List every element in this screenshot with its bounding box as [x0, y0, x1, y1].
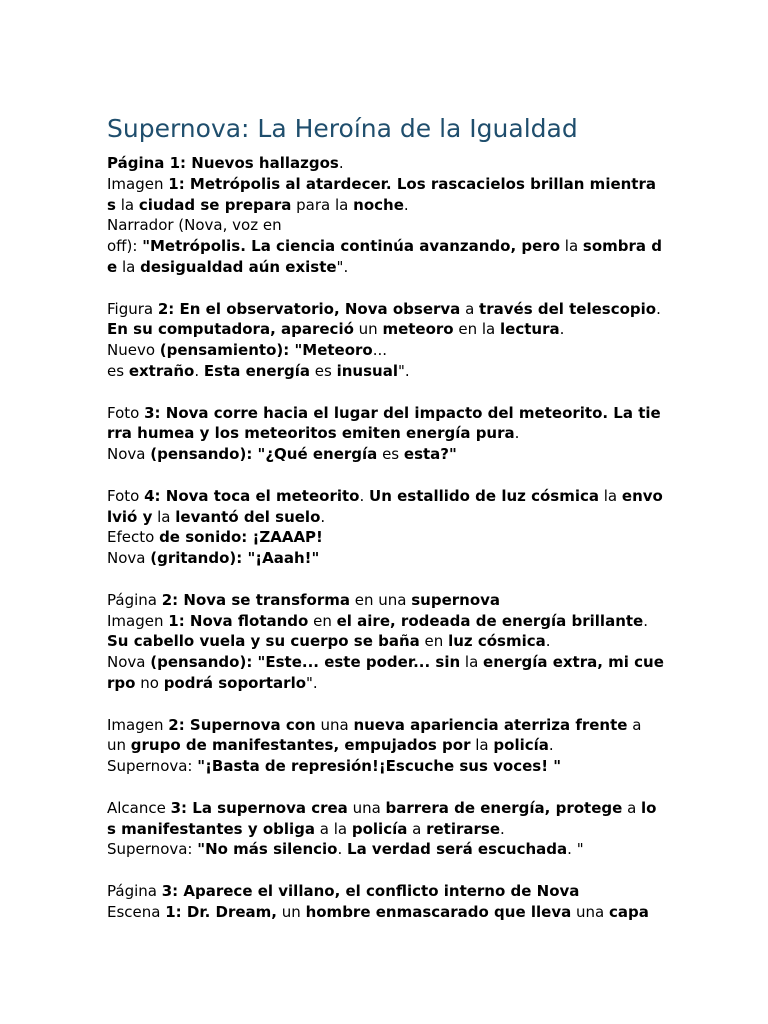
- bold-text: s manifestantes y obliga: [107, 820, 316, 838]
- bold-text: esta?": [403, 445, 457, 463]
- text-line: [107, 819, 505, 839]
- text-run: .: [320, 508, 326, 526]
- text-run: una: [571, 903, 609, 921]
- bold-text: 3: Nova corre hacia el lugar del impacto del meteorito. La tie: [144, 404, 661, 422]
- text-line: [107, 299, 661, 319]
- bold-text: extraño: [128, 362, 195, 380]
- bold-text: (pensando): "Este... este poder... sin: [150, 653, 461, 671]
- text-run: .: [338, 154, 344, 172]
- text-run: off):: [107, 237, 143, 255]
- text-run: a: [407, 820, 427, 838]
- text-run: .: [359, 487, 370, 505]
- text-line: [107, 527, 323, 547]
- text-run: la: [560, 237, 583, 255]
- text-line: [107, 486, 663, 506]
- text-run: ".: [336, 258, 349, 276]
- text-run: la: [115, 196, 139, 214]
- text-line: [107, 631, 551, 651]
- text-run: no: [135, 674, 164, 692]
- bold-text: rra humea y los meteoritos emiten energía pura: [107, 424, 515, 442]
- text-line: [107, 153, 344, 173]
- bold-text: Página 1: Nuevos hallazgos: [107, 154, 339, 172]
- bold-text: rpo: [107, 674, 136, 692]
- text-run: Nova: [107, 445, 151, 463]
- bold-text: policía: [493, 736, 549, 754]
- bold-text: podrá soportarlo: [163, 674, 307, 692]
- text-run: una: [347, 799, 386, 817]
- bold-text: noche: [353, 196, 404, 214]
- text-run: en la: [453, 320, 501, 338]
- text-run: para la: [291, 196, 354, 214]
- bold-text: levantó del suelo: [175, 508, 321, 526]
- text-run: Página: [107, 882, 162, 900]
- bold-text: ciudad se prepara: [138, 196, 292, 214]
- text-run: Imagen: [107, 716, 169, 734]
- bold-text: La verdad será escuchada: [347, 840, 568, 858]
- bold-text: 3: Aparece el villano, el conflicto interno de Nova: [161, 882, 580, 900]
- text-line: [107, 174, 656, 194]
- text-line: [107, 881, 579, 901]
- text-run: la: [117, 258, 141, 276]
- text-run: Figura: [107, 300, 158, 318]
- text-line: [107, 715, 641, 735]
- text-run: la: [152, 508, 176, 526]
- bold-text: e: [107, 258, 118, 276]
- text-run: Foto: [107, 404, 145, 422]
- text-run: a la: [315, 820, 352, 838]
- text-run: .: [194, 362, 204, 380]
- text-line: [107, 319, 564, 339]
- text-run: es: [377, 445, 404, 463]
- text-run: .: [656, 300, 661, 318]
- text-line: [107, 444, 457, 464]
- bold-text: través del telescopio: [479, 300, 657, 318]
- text-run: un: [277, 903, 306, 921]
- text-run: Narrador (Nova, voz en: [107, 216, 282, 234]
- text-line: [107, 590, 500, 610]
- bold-text: capa: [608, 903, 649, 921]
- text-run: ...: [372, 341, 388, 359]
- text-line: [107, 507, 325, 527]
- text-run: Foto: [107, 487, 145, 505]
- text-run: .: [337, 840, 348, 858]
- text-run: en: [419, 632, 449, 650]
- bold-text: meteoro: [382, 320, 454, 338]
- bold-text: envo: [621, 487, 663, 505]
- bold-text: barrera de energía, protege: [385, 799, 623, 817]
- bold-text: 1: Nova flotando: [168, 612, 309, 630]
- text-line: [107, 756, 561, 776]
- text-line: [107, 839, 584, 859]
- bold-text: retirarse: [426, 820, 500, 838]
- bold-text: nueva apariencia aterriza frente: [353, 716, 628, 734]
- text-run: a: [627, 716, 642, 734]
- bold-text: Un estallido de luz cósmica: [369, 487, 599, 505]
- bold-text: lo: [641, 799, 657, 817]
- bold-text: hombre enmascarado que lleva: [305, 903, 572, 921]
- text-run: en una: [349, 591, 412, 609]
- bold-text: (gritando): "¡Aaah!": [150, 549, 320, 567]
- bold-text: "No más silencio: [197, 840, 338, 858]
- text-run: .: [643, 612, 648, 630]
- bold-text: 2: Supernova con: [168, 716, 316, 734]
- text-run: Imagen: [107, 175, 169, 193]
- text-line: [107, 195, 409, 215]
- text-run: Página: [107, 591, 162, 609]
- text-run: un: [107, 736, 131, 754]
- text-line: [107, 548, 319, 568]
- bold-text: lvió y: [107, 508, 153, 526]
- text-run: a: [460, 300, 480, 318]
- text-run: la: [599, 487, 622, 505]
- text-run: Escena: [107, 903, 166, 921]
- bold-text: 1: Dr. Dream,: [165, 903, 278, 921]
- bold-text: sombra d: [582, 237, 663, 255]
- bold-text: energía extra, mi cue: [483, 653, 664, 671]
- text-run: es: [107, 362, 129, 380]
- text-run: ".: [397, 362, 410, 380]
- bold-text: grupo de manifestantes, empujados por: [130, 736, 471, 754]
- text-line: [107, 902, 649, 922]
- text-run: .: [500, 820, 505, 838]
- bold-text: 3: La supernova crea: [170, 799, 348, 817]
- text-line: [107, 403, 661, 423]
- bold-text: Esta energía: [203, 362, 311, 380]
- text-run: .: [403, 196, 409, 214]
- text-run: un: [353, 320, 383, 338]
- bold-text: 1: Metrópolis al atardecer. Los rascacielos brillan mientra: [168, 175, 656, 193]
- text-line: [107, 257, 348, 277]
- text-run: la: [470, 736, 494, 754]
- text-run: .: [514, 424, 520, 442]
- text-run: .: [545, 632, 551, 650]
- text-line: [107, 215, 282, 235]
- text-line: [107, 361, 410, 381]
- text-run: Nova: [107, 549, 151, 567]
- bold-text: s: [107, 196, 116, 214]
- text-line: [107, 652, 664, 672]
- text-run: Nova: [107, 653, 151, 671]
- text-run: . ": [567, 840, 584, 858]
- bold-text: el aire, rodeada de energía brillante: [336, 612, 644, 630]
- bold-text: policía: [351, 820, 408, 838]
- bold-text: luz cósmica: [448, 632, 546, 650]
- text-run: .: [559, 320, 565, 338]
- text-run: Efecto: [107, 528, 160, 546]
- bold-text: 2: Nova se transforma: [161, 591, 350, 609]
- text-line: [107, 798, 656, 818]
- text-run: Supernova:: [107, 757, 198, 775]
- text-line: [107, 236, 662, 256]
- bold-text: (pensando): "¿Qué energía: [150, 445, 378, 463]
- text-run: .: [548, 736, 554, 754]
- bold-text: lectura: [500, 320, 560, 338]
- bold-text: 2: En el observatorio, Nova observa: [157, 300, 461, 318]
- text-run: ".: [306, 674, 318, 692]
- bold-text: supernova: [411, 591, 501, 609]
- bold-text: "¡Basta de represión!¡Escuche sus voces! ": [197, 757, 562, 775]
- bold-text: 4: Nova toca el meteorito: [144, 487, 360, 505]
- text-run: en: [308, 612, 337, 630]
- text-line: [107, 611, 648, 631]
- document-title: Supernova: La Heroína de la Igualdad: [107, 114, 578, 143]
- text-run: Alcance: [107, 799, 171, 817]
- text-run: una: [315, 716, 354, 734]
- bold-text: inusual: [336, 362, 398, 380]
- text-run: es: [310, 362, 337, 380]
- text-run: la: [460, 653, 484, 671]
- text-run: Imagen: [107, 612, 169, 630]
- text-line: [107, 735, 554, 755]
- text-line: [107, 340, 387, 360]
- text-run: Nuevo: [107, 341, 160, 359]
- text-run: Supernova:: [107, 840, 198, 858]
- bold-text: "Metrópolis. La ciencia continúa avanzando, pero: [142, 237, 561, 255]
- text-run: a: [622, 799, 642, 817]
- bold-text: (pensamiento): "Meteoro: [159, 341, 373, 359]
- text-line: [107, 673, 318, 693]
- bold-text: de sonido: ¡ZAAAP!: [159, 528, 323, 546]
- text-line: [107, 423, 519, 443]
- bold-text: Su cabello vuela y su cuerpo se baña: [107, 632, 420, 650]
- bold-text: En su computadora, apareció: [107, 320, 354, 338]
- bold-text: desigualdad aún existe: [140, 258, 337, 276]
